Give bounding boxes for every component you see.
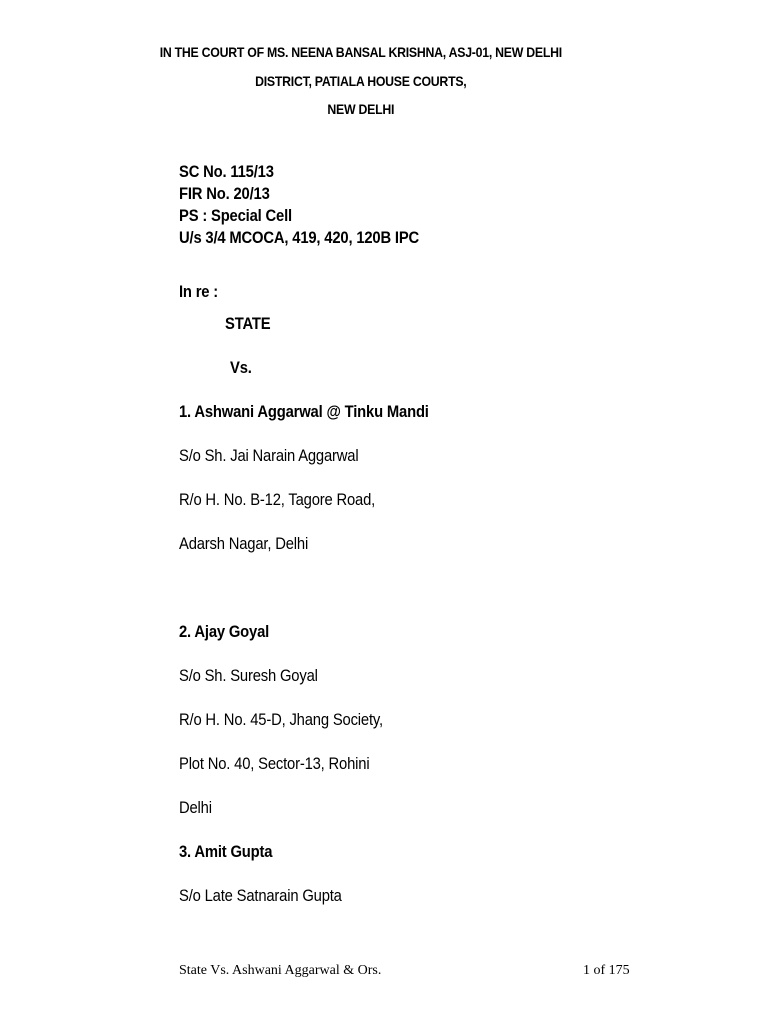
accused-2-father: S/o Sh. Suresh Goyal [179,666,318,685]
court-heading-line-1: IN THE COURT OF MS. NEENA BANSAL KRISHNA, ASJ-01, NEW DELHI [159,44,562,60]
accused-3-name: 3. Amit Gupta [179,842,273,861]
accused-3-father: S/o Late Satnarain Gupta [179,886,342,905]
accused-2-address-line-1: R/o H. No. 45-D, Jhang Society, [179,710,383,729]
court-heading-line-2: DISTRICT, PATIALA HOUSE COURTS, [255,73,467,89]
versus-label: Vs. [230,358,252,377]
court-heading-line-3: NEW DELHI [327,101,395,117]
state-label: STATE [225,314,271,333]
accused-1-address-line-1: R/o H. No. B-12, Tagore Road, [179,490,376,509]
fir-number: FIR No. 20/13 [179,184,270,203]
sc-number: SC No. 115/13 [179,162,274,181]
footer-page-number: 1 of 175 [583,963,630,978]
in-re-label: In re : [179,282,219,301]
accused-1-father: S/o Sh. Jai Narain Aggarwal [179,446,359,465]
police-station: PS : Special Cell [179,206,292,225]
accused-2-address-line-3: Delhi [179,798,212,817]
under-sections: U/s 3/4 MCOCA, 419, 420, 120B IPC [179,228,420,247]
accused-2-address-line-2: Plot No. 40, Sector-13, Rohini [179,754,370,773]
accused-1-name: 1. Ashwani Aggarwal @ Tinku Mandi [179,402,429,421]
footer-case-title: State Vs. Ashwani Aggarwal & Ors. [179,963,382,978]
accused-1-address-line-2: Adarsh Nagar, Delhi [179,534,309,553]
accused-2-name: 2. Ajay Goyal [179,622,270,641]
